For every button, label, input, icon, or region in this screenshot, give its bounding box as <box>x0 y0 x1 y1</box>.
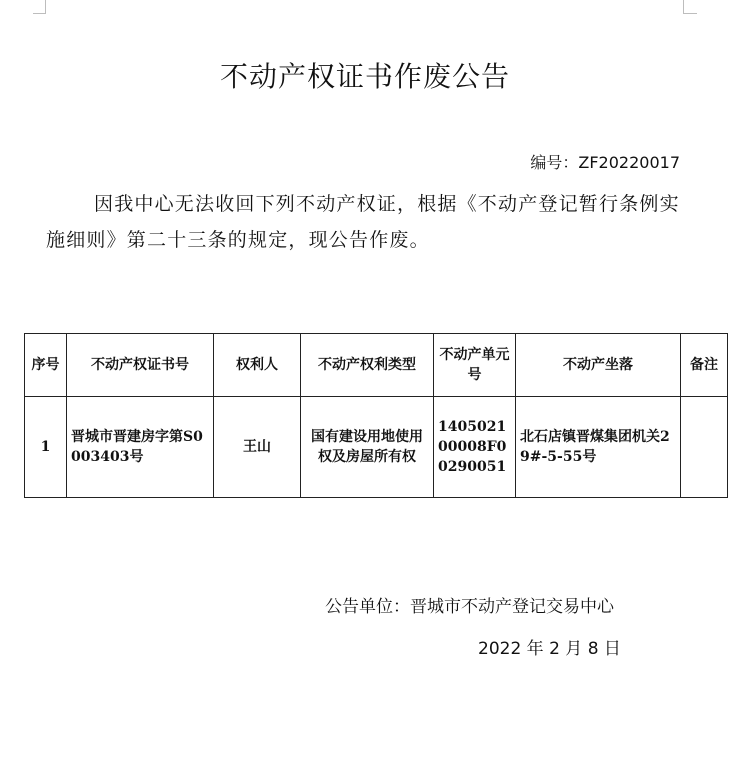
table-header-row <box>25 334 728 397</box>
document-number: 编号：ZF20220017 <box>530 153 680 172</box>
cell-location: 北石店镇晋煤集团机关29#-5-55号 <box>516 397 681 498</box>
header-location: 不动产坐落 <box>516 334 681 397</box>
page-title: 不动产权证书作废公告 <box>219 60 510 93</box>
crop-mark-top-right-horizontal <box>683 13 697 14</box>
issuing-unit: 公告单位：晋城市不动产登记交易中心 <box>325 597 614 617</box>
header-right-type: 不动产权利类型 <box>301 334 434 397</box>
cell-cert-no: 晋城市晋建房字第S0003403号 <box>67 397 214 498</box>
issue-date: 2022 年 2 月 8 日 <box>478 639 621 659</box>
cell-right-type: 国有建设用地使用权及房屋所有权 <box>301 397 434 498</box>
crop-mark-top-left-horizontal <box>33 13 46 14</box>
notice-paragraph: 因我中心无法收回下列不动产权证，根据《不动产登记暂行条例实施细则》第二十三条的规定，现公告作废。 <box>46 193 680 251</box>
header-remark: 备注 <box>681 334 728 397</box>
header-seq: 序号 <box>25 334 67 397</box>
cell-remark <box>681 397 728 498</box>
cell-unit-no: 140502100008F00290051 <box>434 397 516 498</box>
table-row <box>25 397 728 498</box>
header-holder: 权利人 <box>214 334 301 397</box>
cell-seq: 1 <box>25 397 67 498</box>
header-cert-no: 不动产权证书号 <box>67 334 214 397</box>
crop-mark-top-left-vertical <box>45 0 46 14</box>
header-unit-no: 不动产单元号 <box>434 334 516 397</box>
notice-table <box>24 333 728 498</box>
cell-holder: 王山 <box>214 397 301 498</box>
crop-mark-top-right-vertical <box>683 0 684 14</box>
